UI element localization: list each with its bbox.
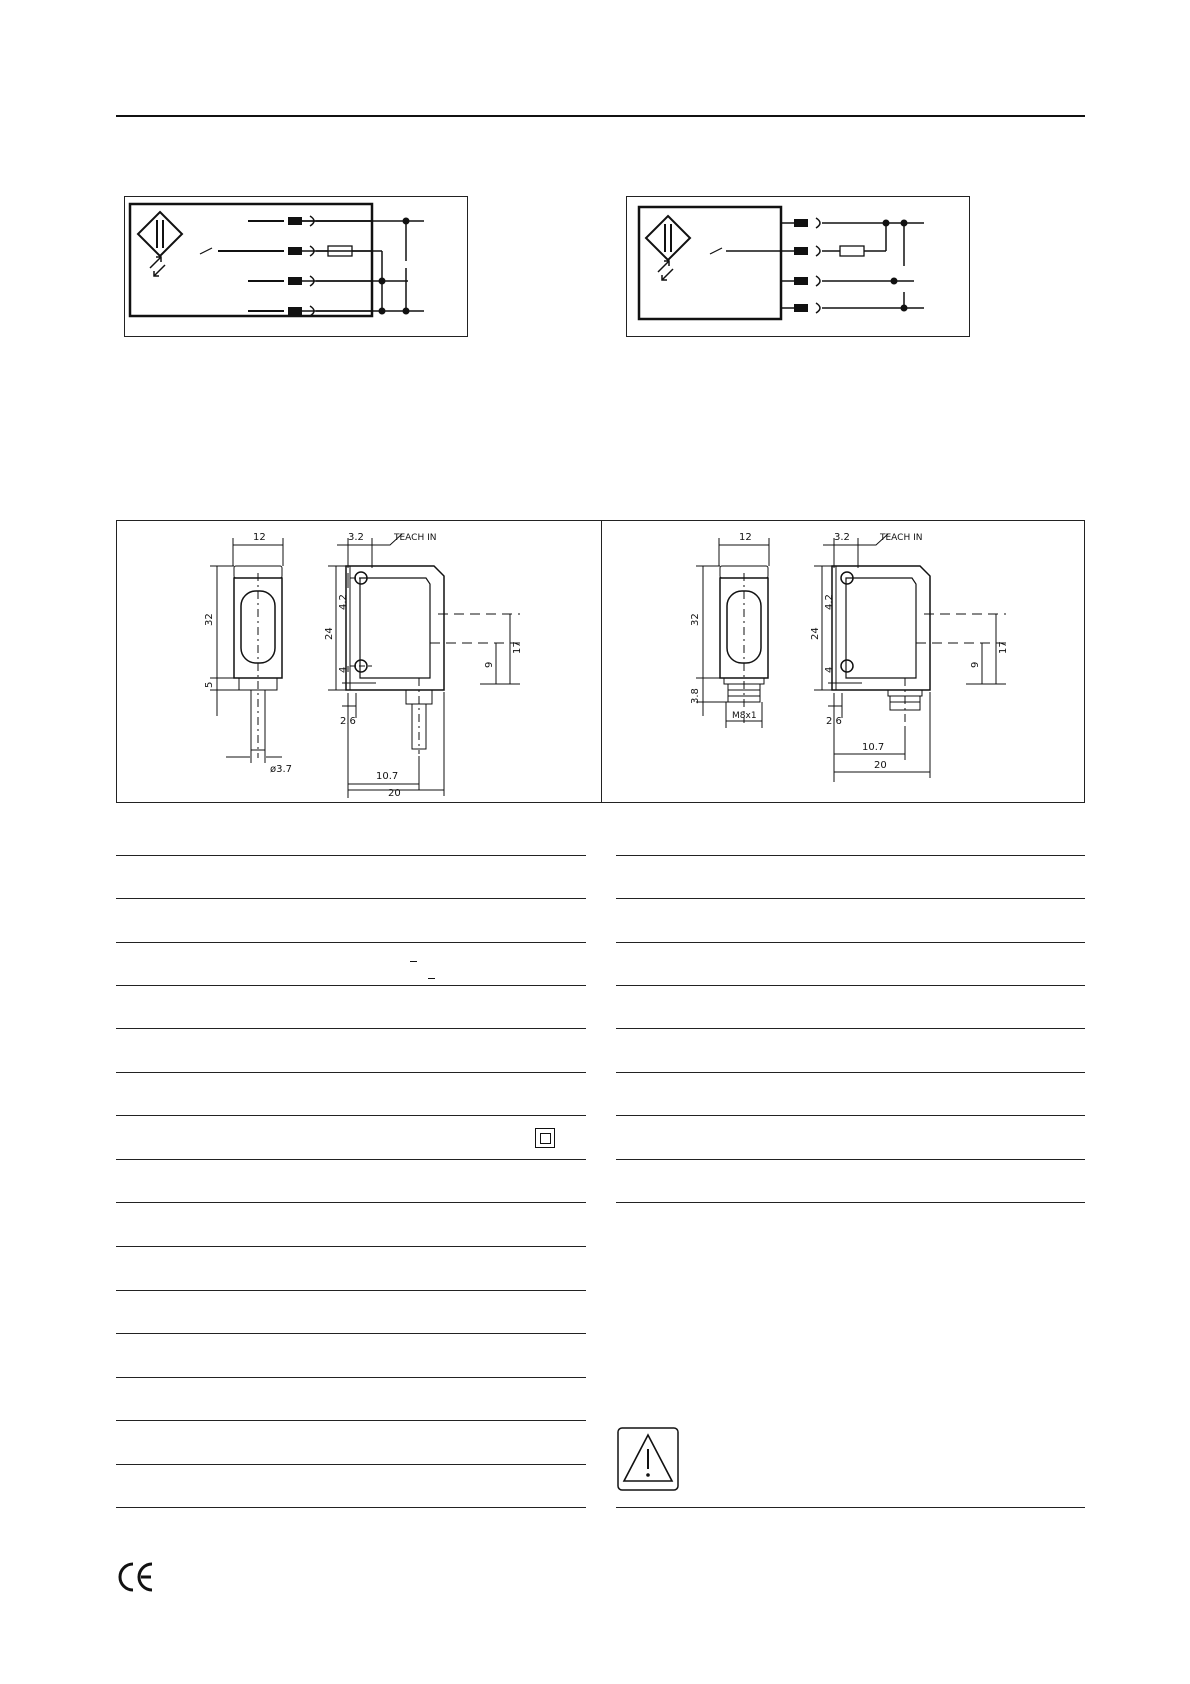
wiring-diagram-right xyxy=(626,196,970,337)
svg-text:20: 20 xyxy=(874,760,887,771)
svg-text:4.2: 4.2 xyxy=(338,594,349,610)
double-insulation-icon xyxy=(535,1128,555,1148)
svg-text:24: 24 xyxy=(810,627,821,640)
table-row-divider xyxy=(616,1159,1085,1160)
table-row-divider xyxy=(616,985,1085,986)
table-row-divider xyxy=(116,1115,586,1116)
svg-text:10.7: 10.7 xyxy=(862,742,885,753)
svg-text:12: 12 xyxy=(253,532,266,543)
svg-text:17: 17 xyxy=(998,641,1009,654)
svg-text:9: 9 xyxy=(484,661,495,668)
table-row-divider xyxy=(616,1072,1085,1073)
table-row-divider xyxy=(616,898,1085,899)
dimension-drawing-cable xyxy=(190,528,530,798)
table-row-divider xyxy=(116,1290,586,1291)
ce-mark-icon xyxy=(116,1560,156,1594)
svg-text:3.2: 3.2 xyxy=(834,532,850,543)
frame-divider xyxy=(601,520,602,803)
table-row-divider xyxy=(116,1333,586,1334)
wiring-diagram-left xyxy=(124,196,468,337)
table-row-divider xyxy=(116,1028,586,1029)
table-row-divider xyxy=(616,855,1085,856)
svg-text:32: 32 xyxy=(690,613,701,626)
table-row-divider xyxy=(116,1377,586,1378)
photoelectric-sensor-icon xyxy=(138,212,182,276)
table-row-divider xyxy=(116,1159,586,1160)
tolerance-mark xyxy=(428,978,435,979)
table-row-divider xyxy=(116,1420,586,1421)
table-row-divider xyxy=(616,1507,1085,1508)
table-row-divider xyxy=(616,1202,1085,1203)
svg-text:4: 4 xyxy=(338,666,349,673)
svg-text:ø3.7: ø3.7 xyxy=(270,764,293,775)
svg-text:12: 12 xyxy=(739,532,752,543)
svg-text:17: 17 xyxy=(512,641,523,654)
table-row-divider xyxy=(616,1028,1085,1029)
header-rule xyxy=(116,115,1085,117)
svg-text:20: 20 xyxy=(388,788,401,798)
svg-text:4.2: 4.2 xyxy=(824,594,835,610)
table-row-divider xyxy=(116,1202,586,1203)
svg-text:TEACH IN: TEACH IN xyxy=(394,533,437,543)
svg-text:32: 32 xyxy=(204,613,215,626)
table-row-divider xyxy=(116,942,586,943)
table-row-divider xyxy=(616,942,1085,943)
table-row-divider xyxy=(116,898,586,899)
svg-text:10.7: 10.7 xyxy=(376,771,399,782)
svg-text:3.8: 3.8 xyxy=(690,688,701,704)
photoelectric-sensor-icon xyxy=(646,216,690,280)
warning-triangle-icon xyxy=(617,1427,679,1491)
svg-text:2.6: 2.6 xyxy=(340,716,356,727)
svg-text:4: 4 xyxy=(824,666,835,673)
svg-text:5: 5 xyxy=(204,681,215,688)
table-row-divider xyxy=(116,1464,586,1465)
dimension-drawing-connector xyxy=(676,528,1016,798)
tolerance-mark xyxy=(410,961,417,962)
table-row-divider xyxy=(116,1246,586,1247)
svg-text:3.2: 3.2 xyxy=(348,532,364,543)
switch-contact xyxy=(710,248,722,254)
table-row-divider xyxy=(116,985,586,986)
table-row-divider xyxy=(616,1115,1085,1116)
svg-text:TEACH IN: TEACH IN xyxy=(880,533,923,543)
switch-contact xyxy=(200,248,212,254)
table-row-divider xyxy=(116,855,586,856)
svg-text:9: 9 xyxy=(970,661,981,668)
svg-text:24: 24 xyxy=(324,627,335,640)
svg-text:M8x1: M8x1 xyxy=(732,711,757,721)
table-row-divider xyxy=(116,1507,586,1508)
svg-text:2.6: 2.6 xyxy=(826,716,842,727)
table-row-divider xyxy=(116,1072,586,1073)
